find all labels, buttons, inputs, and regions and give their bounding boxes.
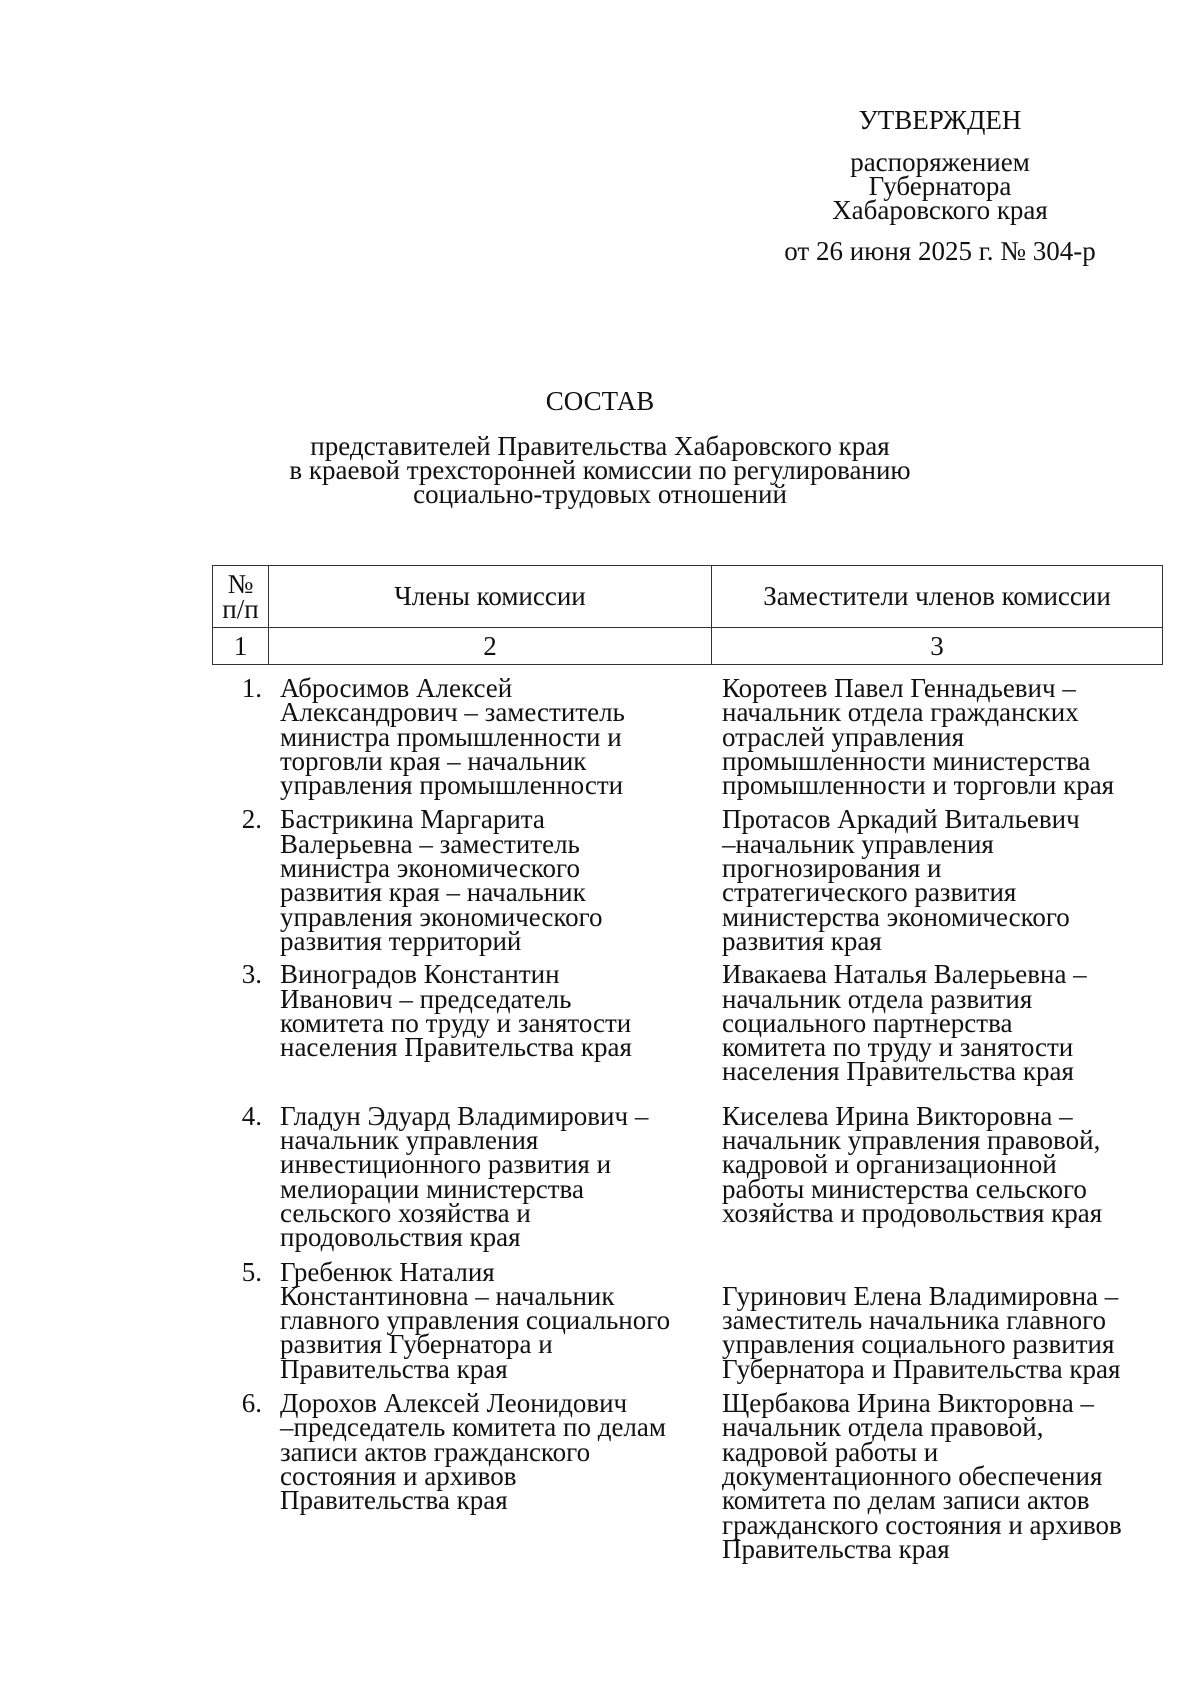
header-cell-number (213, 566, 269, 628)
deputy-cell (722, 1260, 1162, 1384)
document-title: СОСТАВ (545, 386, 655, 416)
member-text-line: развития Губернатора и (280, 1329, 553, 1360)
member-cell (280, 959, 690, 1083)
deputy-text-line: начальник управления правовой, (722, 1125, 1101, 1156)
member-text-line: Гребенюк Наталия (280, 1256, 495, 1287)
approval-title: УТВЕРЖДЕН (858, 105, 1022, 135)
column-number-cell: 2 (269, 628, 712, 665)
approval-line: распоряжением (850, 147, 1030, 177)
member-text-line: Дорохов Алексей Леонидович (280, 1388, 628, 1419)
member-text-line: главного управления социального (280, 1305, 671, 1336)
table-row (212, 959, 1162, 1087)
deputy-text-line: Правительства края (722, 1533, 950, 1564)
member-text-line: управления экономического (280, 901, 603, 932)
deputy-text-line: комитета по труду и занятости (722, 1032, 1074, 1063)
deputy-text-line: документационного обеспечения (722, 1460, 1103, 1491)
row-number: 6. (241, 1388, 262, 1419)
deputy-text-line: заместитель начальника главного (722, 1305, 1106, 1336)
deputy-text-line: начальник отдела развития (722, 983, 1033, 1014)
document-subtitle-line: социально-трудовых отношений (413, 479, 787, 509)
member-text-line: Правительства края (280, 1485, 508, 1516)
approval-line: Губернатора (868, 171, 1012, 201)
member-text-line: Виноградов Константин (280, 959, 560, 990)
member-text-line: начальник управления (280, 1125, 539, 1156)
table-header (212, 565, 1163, 665)
deputy-text-line: –начальник управления (722, 828, 994, 859)
deputy-text-line: прогнозирования и (722, 853, 942, 884)
document-subtitle-line: представителей Правительства Хабаровского края (310, 431, 890, 461)
deputy-text-line: управления социального развития (722, 1329, 1115, 1360)
member-text-line: Гладун Эдуард Владимирович – (280, 1100, 649, 1131)
deputy-text-line: Гуринович Елена Владимировна – (722, 1280, 1119, 1311)
deputy-text-line: стратегического развития (722, 877, 1017, 908)
deputy-cell (722, 1100, 1162, 1250)
table-row (212, 1388, 1162, 1564)
table-row (212, 804, 1162, 956)
deputy-cell (722, 673, 1162, 801)
row-number: 3. (241, 959, 262, 990)
header-number-line: № (227, 568, 254, 599)
header-cell-deputies: Заместители членов комиссии (712, 566, 1163, 628)
header-cell-members: Члены комиссии (269, 566, 712, 628)
table-body (212, 673, 1162, 1564)
deputy-text-line: министерства экономического (722, 901, 1070, 932)
table-row (212, 1256, 1162, 1384)
document-heading (0, 386, 1200, 509)
deputy-cell (722, 1388, 1162, 1564)
row-number: 1. (241, 673, 262, 703)
row-number: 4. (241, 1100, 262, 1131)
member-text-line: Константиновна – начальник (280, 1280, 615, 1311)
member-cell (280, 1100, 690, 1253)
deputy-text-line: Губернатора и Правительства края (722, 1353, 1121, 1384)
approval-date: от 26 июня 2025 г. № 304-р (784, 236, 1096, 266)
deputy-cell (722, 959, 1162, 1087)
member-cell (280, 1388, 690, 1561)
member-text-line: инвестиционного развития и (280, 1149, 612, 1180)
deputy-text-line: кадровой работы и (722, 1436, 939, 1467)
member-text-line: торговли края – начальник (280, 745, 587, 776)
header-number-line: п/п (222, 593, 259, 624)
deputy-text-line: Киселева Ирина Викторовна – (722, 1100, 1073, 1131)
member-text-line: комитета по труду и занятости (280, 1007, 632, 1038)
member-text-line: мелиорации министерства (280, 1173, 584, 1204)
deputy-text-line: Протасов Аркадий Витальевич (722, 804, 1080, 835)
deputy-text-line: начальник отдела правовой, (722, 1412, 1044, 1443)
deputy-text-line: Щербакова Ирина Викторовна – (722, 1388, 1095, 1419)
member-text-line: продовольствия края (280, 1222, 521, 1253)
column-number-cell: 3 (712, 628, 1163, 665)
deputy-text-line: Коротеев Павел Геннадьевич – (722, 673, 1076, 703)
member-text-line: Валерьевна – заместитель (280, 828, 580, 859)
member-text-line: министра экономического (280, 853, 580, 884)
deputy-text-line: отраслей управления (722, 721, 964, 752)
member-text-line: Правительства края (280, 1353, 508, 1384)
deputy-text-line: комитета по делам записи актов (722, 1485, 1090, 1516)
member-text-line: сельского хозяйства и (280, 1197, 531, 1228)
member-cell (280, 1256, 690, 1384)
deputy-cell (722, 804, 1162, 956)
deputy-text-line: промышленности и торговли края (722, 770, 1115, 801)
deputy-text-line: начальник отдела гражданских (722, 697, 1079, 728)
deputy-text-line: гражданского состояния и архивов (722, 1509, 1122, 1540)
deputy-text-line: Ивакаева Наталья Валерьевна – (722, 959, 1087, 990)
table-header-row (213, 566, 1163, 628)
member-text-line: Александрович – заместитель (280, 697, 625, 728)
column-number-cell: 1 (213, 628, 269, 665)
deputy-text-line: развития края (722, 925, 882, 956)
deputy-text-line: работы министерства сельского (722, 1173, 1087, 1204)
table-row (212, 1100, 1162, 1253)
member-text-line: развития территорий (280, 925, 522, 956)
deputy-text-line: промышленности министерства (722, 745, 1091, 776)
member-cell (280, 804, 690, 956)
approval-line: Хабаровского края (832, 195, 1048, 225)
member-text-line: развития края – начальник (280, 877, 586, 908)
member-text-line: состояния и архивов (280, 1460, 517, 1491)
row-number: 2. (241, 804, 262, 835)
document-subtitle-line: в краевой трехсторонней комиссии по регулированию (289, 455, 911, 485)
member-text-line: Абросимов Алексей (280, 673, 513, 703)
table-column-numbers-row (213, 628, 1163, 665)
member-text-line: управления промышленности (280, 770, 624, 801)
member-text-line: записи актов гражданского (280, 1436, 591, 1467)
member-text-line: –председатель комитета по делам (280, 1412, 666, 1443)
member-text-line: министра промышленности и (280, 721, 622, 752)
deputy-text-line: хозяйства и продовольствия края (722, 1197, 1103, 1228)
deputy-text-line: социального партнерства (722, 1007, 1013, 1038)
deputy-text-line: населения Правительства края (722, 1056, 1074, 1087)
member-text-line: Иванович – председатель (280, 983, 572, 1014)
table-row (212, 673, 1162, 801)
member-text-line: Бастрикина Маргарита (280, 804, 545, 835)
member-cell (280, 673, 690, 801)
member-text-line: населения Правительства края (280, 1032, 632, 1063)
row-number: 5. (241, 1256, 262, 1287)
deputy-text-line: кадровой и организационной (722, 1149, 1057, 1180)
approval-block (750, 105, 1130, 266)
